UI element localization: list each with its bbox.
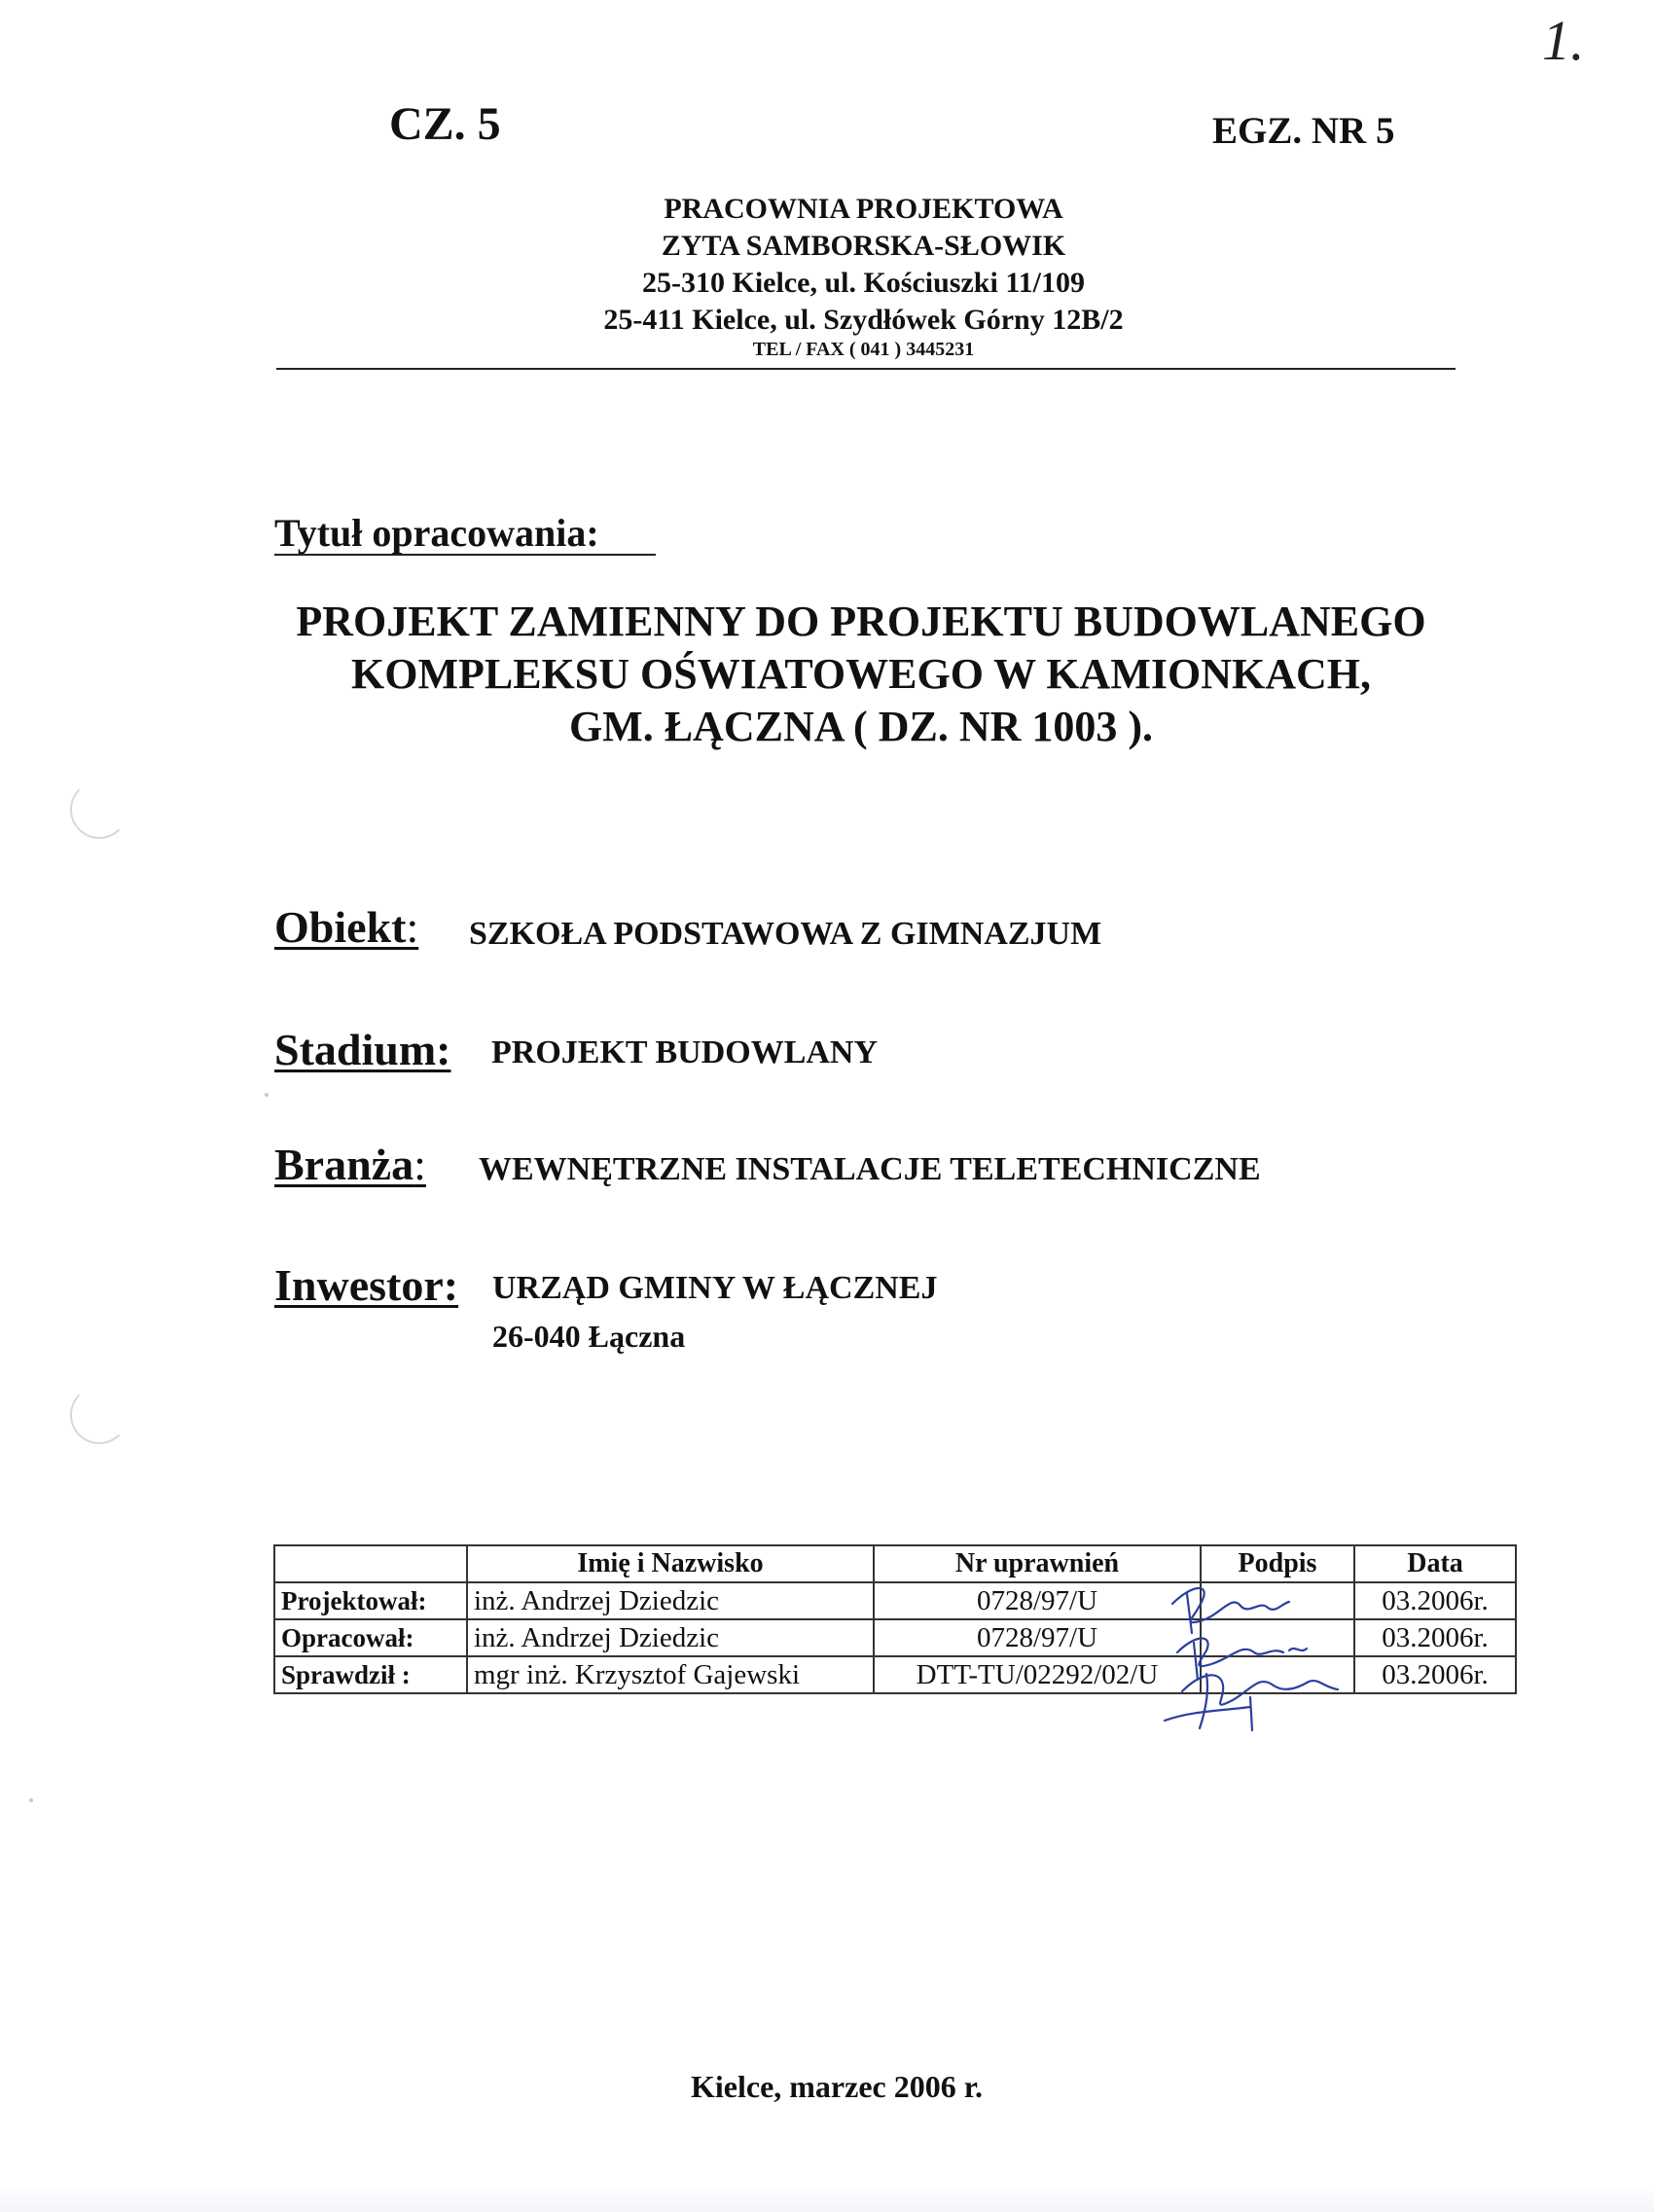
license-cell: DTT-TU/02292/02/U	[874, 1656, 1201, 1693]
name-cell: inż. Andrzej Dziedzic	[467, 1582, 874, 1619]
place-and-date: Kielce, marzec 2006 r.	[690, 2069, 983, 2104]
table-header-date: Data	[1354, 1545, 1516, 1582]
title-line: KOMPLEKSU OŚWIATOWEGO W KAMIONKACH,	[351, 650, 1371, 698]
branza-label	[274, 1139, 426, 1190]
obiekt-value: SZKOŁA PODSTAWOWA Z GIMNAZJUM	[469, 916, 1102, 952]
obiekt-label	[274, 901, 418, 953]
license-cell: 0728/97/U	[874, 1582, 1201, 1619]
punch-hole-mark	[70, 780, 128, 839]
inwestor-value: URZĄD GMINY W ŁĄCZNEJ	[492, 1270, 938, 1306]
stadium-value: PROJEKT BUDOWLANY	[491, 1034, 879, 1070]
branza-label-text: Branża	[274, 1140, 414, 1189]
office-phone: TEL / FAX ( 041 ) 3445231	[752, 339, 975, 360]
branza-label-colon: :	[414, 1140, 426, 1189]
license-cell: 0728/97/U	[874, 1619, 1201, 1656]
title-label-underline	[274, 554, 656, 556]
title-label: Tytuł opracowania:	[274, 511, 599, 555]
design-office-header	[272, 191, 1455, 360]
copy-number: EGZ. NR 5	[1212, 110, 1395, 152]
part-number: CZ. 5	[389, 98, 501, 150]
title-line: PROJEKT ZAMIENNY DO PROJEKTU BUDOWLANEGO	[296, 598, 1426, 645]
date-cell: 03.2006r.	[1354, 1582, 1516, 1619]
inwestor-city: 26-040 Łączna	[492, 1319, 686, 1354]
header-divider	[276, 368, 1456, 370]
office-name: PRACOWNIA PROJEKTOWA	[664, 193, 1063, 225]
scan-speck	[29, 1798, 33, 1802]
role-cell: Projektował:	[274, 1582, 467, 1619]
name-cell: inż. Andrzej Dziedzic	[467, 1619, 874, 1656]
table-header-name: Imię i Nazwisko	[467, 1545, 874, 1582]
table-header-signature: Podpis	[1201, 1545, 1354, 1582]
role-cell: Opracował:	[274, 1619, 467, 1656]
inwestor-label: Inwestor:	[274, 1260, 459, 1310]
role-cell: Sprawdził :	[274, 1656, 467, 1693]
title-line: GM. ŁĄCZNA ( DZ. NR 1003 ).	[568, 703, 1154, 750]
obiekt-label-text: Obiekt	[274, 902, 407, 952]
scan-bottom-edge	[0, 2183, 1654, 2212]
document-title	[224, 596, 1498, 753]
date-cell: 03.2006r.	[1354, 1619, 1516, 1656]
name-cell: mgr inż. Krzysztof Gajewski	[467, 1656, 874, 1693]
handwritten-signature	[1153, 1565, 1357, 1740]
office-address-1: 25-310 Kielce, ul. Kościuszki 11/109	[642, 267, 1085, 299]
stadium-label: Stadium:	[274, 1025, 451, 1074]
obiekt-label-colon: :	[406, 902, 419, 952]
table-header-license: Nr uprawnień	[874, 1545, 1201, 1582]
office-owner: ZYTA SAMBORSKA-SŁOWIK	[661, 230, 1066, 262]
date-cell: 03.2006r.	[1354, 1656, 1516, 1693]
branza-value: WEWNĘTRZNE INSTALACJE TELETECHNICZNE	[479, 1151, 1261, 1187]
table-header-role	[274, 1545, 467, 1582]
office-address-2: 25-411 Kielce, ul. Szydłówek Górny 12B/2	[603, 304, 1124, 336]
handwritten-page-number: 1.	[1542, 9, 1585, 72]
scan-speck	[265, 1093, 269, 1097]
punch-hole-mark	[70, 1386, 128, 1444]
